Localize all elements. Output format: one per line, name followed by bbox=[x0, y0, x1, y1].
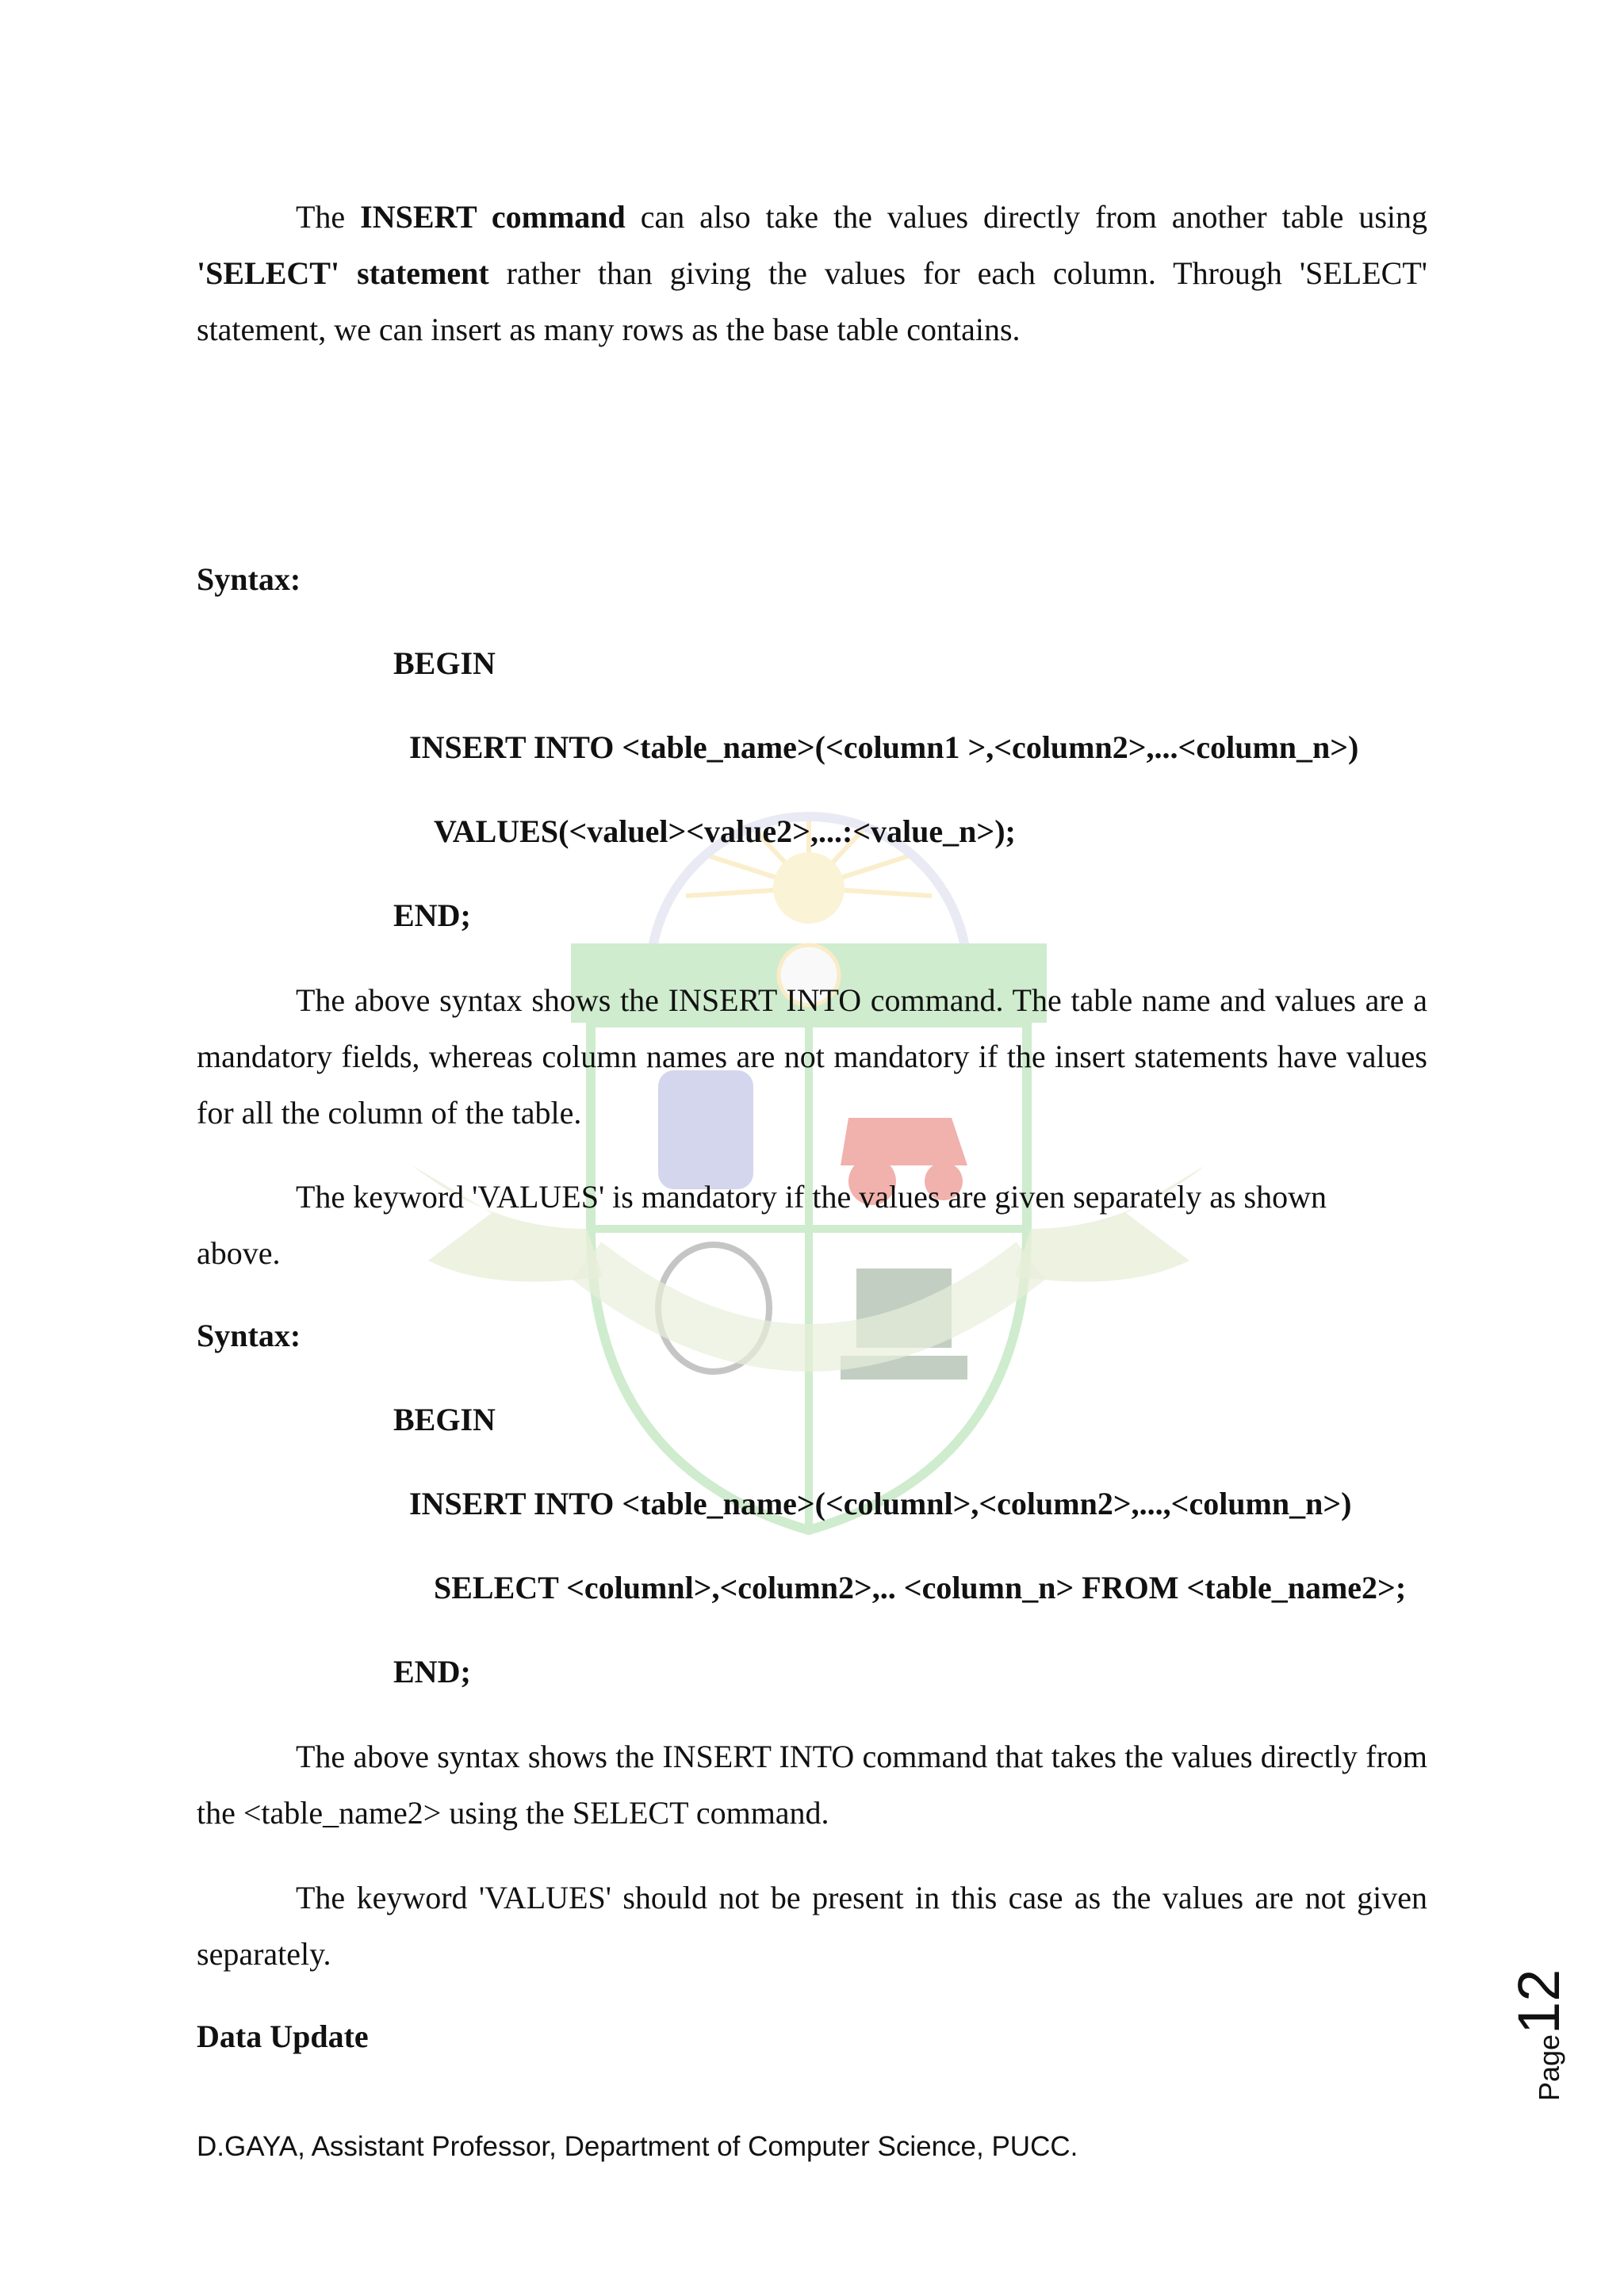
syntax-heading-1: Syntax: bbox=[197, 561, 301, 597]
intro-text-2: can also take the values directly from another table using bbox=[625, 199, 1427, 235]
syntax2-explanation: The above syntax shows the INSERT INTO command that takes the values directly from the <table_name2> using the SELECT command. bbox=[197, 1739, 1427, 1831]
syntax1-insert-line: INSERT INTO <table_name>(<column1 >,<column2>,...<column_n>) bbox=[409, 729, 1359, 765]
university-seal-icon bbox=[396, 785, 1221, 1546]
syntax1-values-line: VALUES(<valuel><value2>,...:<value_n>); bbox=[434, 813, 1016, 849]
page-label: Page bbox=[1533, 2034, 1565, 2101]
intro-bold-insert-command: INSERT command bbox=[360, 199, 626, 235]
intro-paragraph bbox=[197, 189, 1427, 358]
syntax2-insert-line: INSERT INTO <table_name>(<columnl>,<column2>,...,<column_n>) bbox=[409, 1486, 1352, 1521]
syntax-heading-2: Syntax: bbox=[197, 1318, 301, 1353]
intro-text-1: The bbox=[296, 199, 361, 235]
syntax1-begin: BEGIN bbox=[393, 645, 496, 681]
page-marker bbox=[1505, 1958, 1572, 2101]
intro-text-3: rather than giving the values for each column. Through 'SELECT' statement, we can insert as many rows as the base table contains. bbox=[197, 255, 1427, 347]
syntax2-end: END; bbox=[393, 1654, 471, 1689]
syntax1-end: END; bbox=[393, 897, 471, 933]
page-footer: D.GAYA, Assistant Professor, Department of Computer Science, PUCC. bbox=[197, 2131, 1078, 2162]
section-heading-data-update: Data Update bbox=[197, 2019, 369, 2054]
intro-bold-select-statement: 'SELECT' statement bbox=[197, 255, 489, 291]
syntax1-explanation: The above syntax shows the INSERT INTO command. The table name and values are a mandatory fields, whereas column names are not mandatory if the insert statements have values for all the column of the table. bbox=[197, 982, 1427, 1131]
values-keyword-note: The keyword 'VALUES' is mandatory if the values are given separately as shown above. bbox=[197, 1179, 1327, 1271]
syntax2-begin: BEGIN bbox=[393, 1402, 496, 1437]
values-not-present-note: The keyword 'VALUES' should not be present in this case as the values are not given separately. bbox=[197, 1880, 1427, 1972]
page-number: 12 bbox=[1506, 1969, 1572, 2034]
syntax2-select-line: SELECT <columnl>,<column2>,.. <column_n> FROM <table_name2>; bbox=[434, 1570, 1407, 1605]
